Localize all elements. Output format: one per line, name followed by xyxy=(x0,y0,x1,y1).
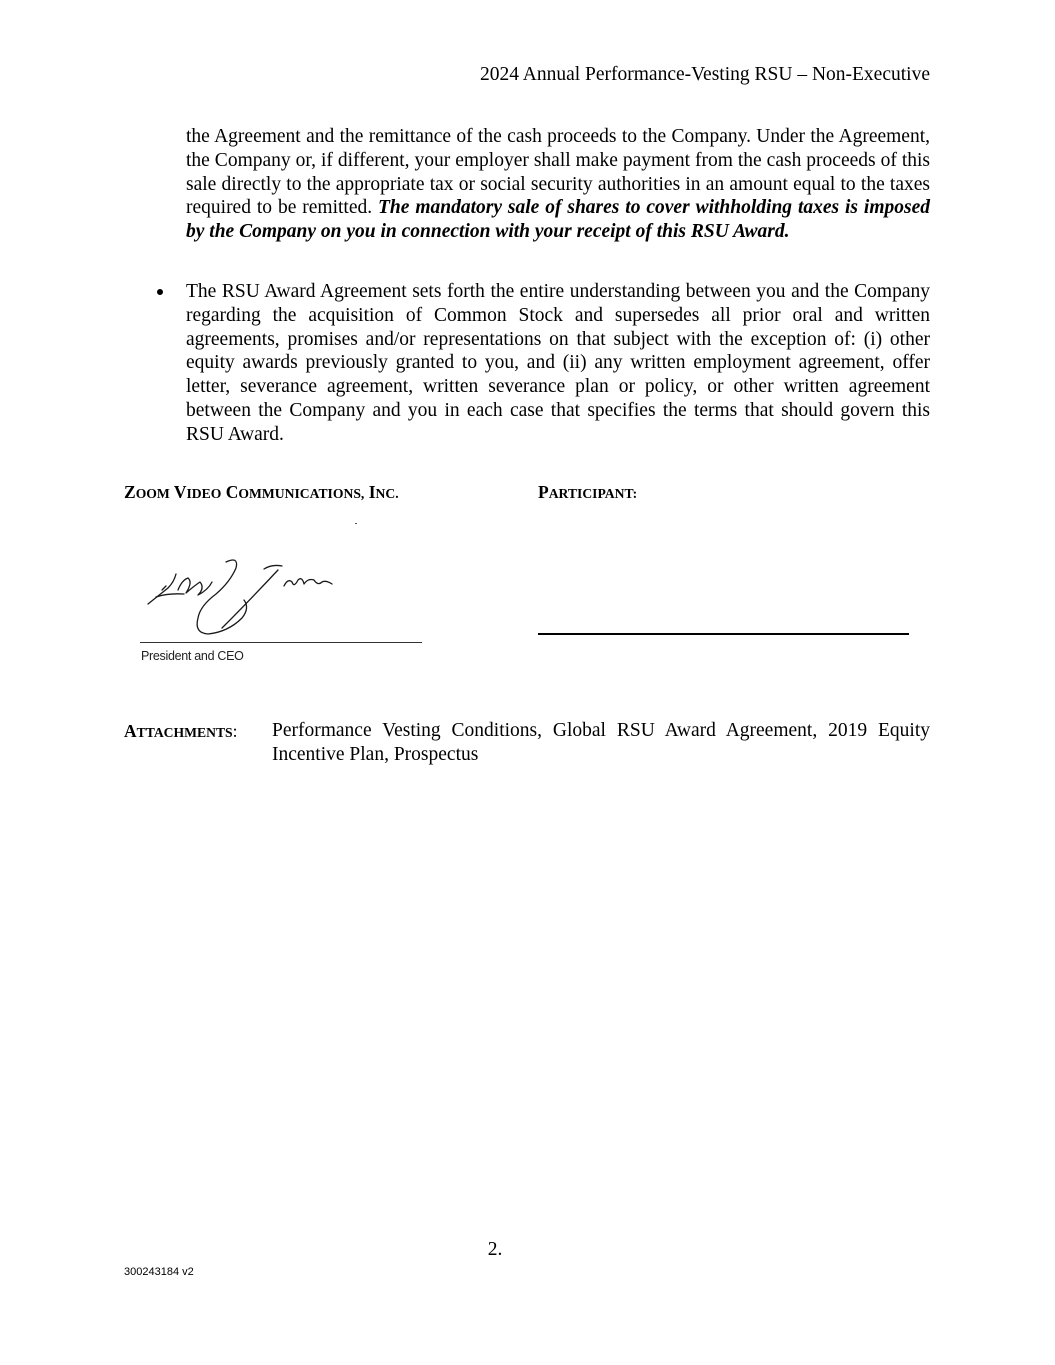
page-number: 2. xyxy=(487,1239,503,1260)
continuation-emphasis: The mandatory sale of shares to cover withholding taxes is imposed by the Company on you in connection with your receipt of this RSU Award. xyxy=(186,197,931,243)
participant-signature-label: PARTICIPANT: xyxy=(538,482,638,502)
attachments-label xyxy=(124,719,238,745)
attachments-separator: : xyxy=(232,721,238,741)
company-signature-label: ZOOM VIDEO COMMUNICATIONS, INC. xyxy=(124,482,399,502)
document-id: 300243184 v2 xyxy=(124,1266,194,1278)
bullet-item: The RSU Award Agreement sets forth the entire understanding between you and the Company regarding the acquisition of Common Stock and supersedes all prior oral and written agreements, promises and/or representations on that subject with the exception of: (i) other equity awards previously granted to you, and (ii) any written employment agreement, offer letter, severance agreement, written severance plan or policy, or other written agreement between the Company and you in each case that specifies the terms that should govern this RSU Award. xyxy=(186,281,930,445)
company-signature-line xyxy=(140,642,422,643)
attachments-list: Performance Vesting Conditions, Global RSU Award Agreement, 2019 Equity Incentive Plan, Prospectus xyxy=(272,720,930,765)
continuation-paragraph xyxy=(186,125,930,244)
participant-signature-line xyxy=(538,633,909,635)
bullet-icon xyxy=(157,289,163,295)
signer-title: President and CEO xyxy=(141,649,244,663)
handwritten-signature xyxy=(138,552,348,647)
continuation-text: the Agreement and the remittance of the cash proceeds to the Company. Under the Agreement, the Company or, if different, your employer shall make payment from the cash proceeds of this sale directly to the appropriate tax or social security authorities in an amount equal to the taxes required to be remitted. xyxy=(186,126,930,219)
scan-speck xyxy=(355,523,357,524)
attachments-label-text: ATTACHMENTS xyxy=(124,721,233,741)
running-header: 2024 Annual Performance-Vesting RSU – Non-Executive xyxy=(479,64,930,85)
